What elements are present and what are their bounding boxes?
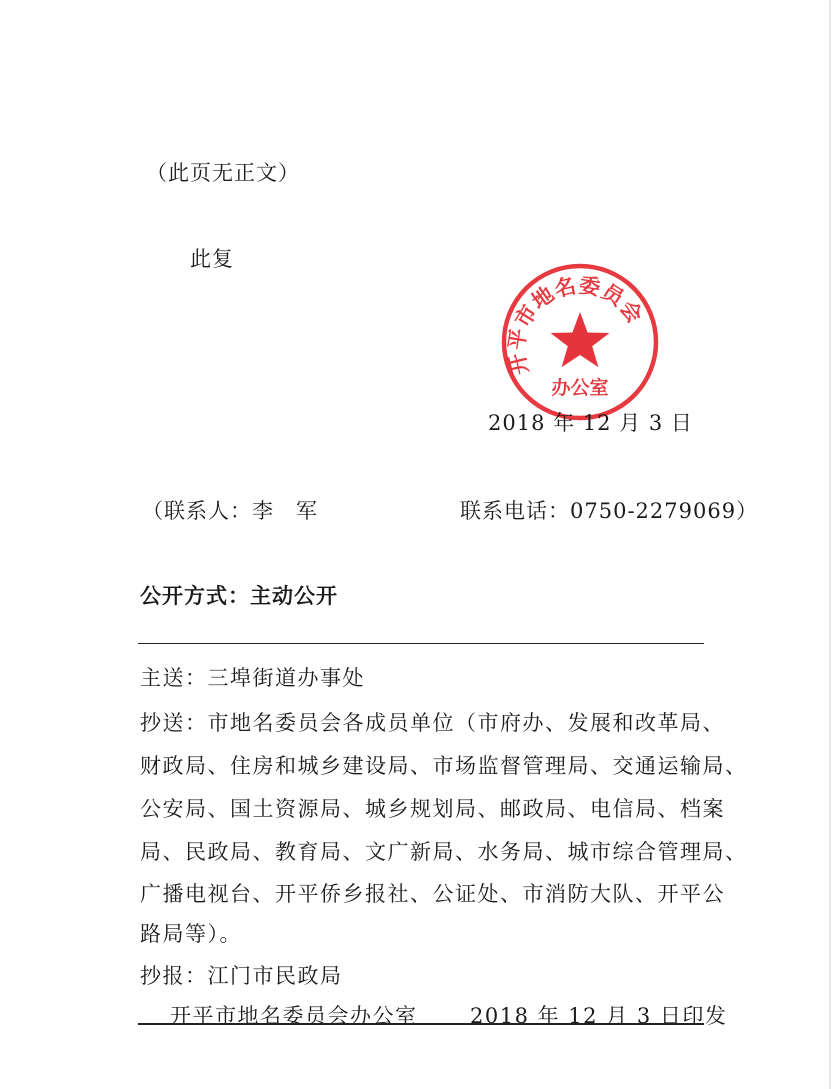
seal-bottom-text: 办公室 [551, 377, 609, 399]
cc-line: 路局等）。 [140, 922, 242, 946]
signing-date: 2018 年 12 月 3 日 [488, 411, 693, 435]
seal-star-icon [551, 312, 610, 367]
disclosure-method: 公开方式：主动公开 [140, 584, 338, 608]
main-recipient: 主送：三埠街道办事处 [140, 666, 365, 690]
cc-line: 局、民政局、教育局、文广新局、水务局、城市综合管理局、 [140, 840, 748, 864]
official-seal-stamp [500, 262, 660, 422]
cc-line: 公安局、国土资源局、城乡规划局、邮政局、电信局、档案 [140, 797, 725, 821]
contact-person: （联系人：李 军 [142, 499, 318, 523]
distribution-top-rule [138, 643, 704, 644]
footer-bottom-rule [138, 1023, 704, 1025]
contact-phone: 联系电话：0750-2279069） [460, 499, 759, 523]
cc-line: 抄送：市地名委员会各成员单位（市府办、发展和改革局、 [140, 711, 725, 735]
page-edge [829, 0, 831, 1089]
cc-line: 广播电视台、开平侨乡报社、公证处、市消防大队、开平公 [140, 882, 725, 906]
seal-arc-text: 开平市地名委员会 [504, 272, 648, 377]
issue-date: 2018 年 12 月 3 日印发 [470, 1004, 728, 1028]
report-recipient: 抄报：江门市民政局 [140, 964, 343, 988]
issuer: 开平市地名委员会办公室 [170, 1004, 418, 1028]
cc-line: 财政局、住房和城乡建设局、市场监督管理局、交通运输局、 [140, 754, 748, 778]
no-body-note: （此页无正文） [146, 161, 300, 185]
reply-closing: 此复 [190, 247, 234, 271]
